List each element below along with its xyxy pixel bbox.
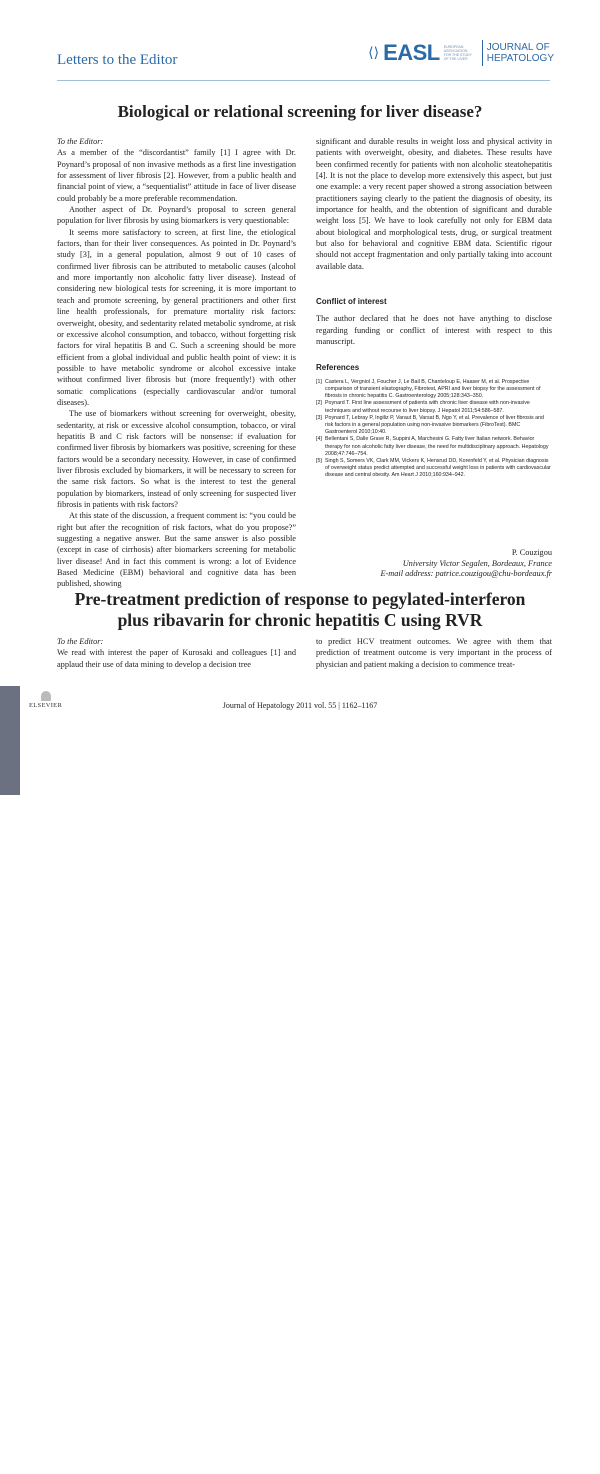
author-name: P. Couzigou [511,548,552,557]
letter2-right-column [316,636,552,670]
section-label: Letters to the Editor [57,52,178,68]
email-address: E-mail address: patrice.couzigou@chu-bordeaux.fr [380,569,552,578]
paragraph: We read with interest the paper of Kurosaki and colleagues [1] and applaud their use of data mining to develop a decision tree [57,648,296,669]
to-editor: To the Editor: [57,137,104,146]
paragraph: significant and durable results in weight loss and physical activity in patients with overweight, obesity, and diabetes. These results have been confirmed recently for patients with non alcoholic steatohepatitis [4]. It is not the place to develop more extensively this aspect, but just one example: a very recent paper showed a strong association between practitioners saying clearly to the patient the diagnosis of obesity, its importance for health, and the obtention of significant and durable weight loss [5]. We have to look carefully not only for EBM data about biological and morphological tests, drug, or surgical treatment but also for behavioral and cognitive EBM data. Scientific rigour should not accept fragmentation and only partially taking into account available data. [316,137,552,271]
easl-logo-icon: ⟨⟩ [368,45,380,61]
reference-item: [2] Poynard T. First line assessment of patients with chronic liver disease with non-invasive techniques and without recourse to liver biopsy. J Hepatol 2011;54:586–587. [316,400,530,414]
signature-block [380,548,552,580]
paragraph: to predict HCV treatment outcomes. We agree with them that prediction of treatment outcome is very important in the process of physician and patient making a decision to commence treat- [316,637,552,669]
elsevier-tree-icon [41,691,51,701]
reference-list [316,379,552,480]
paragraph: Another aspect of Dr. Poynard’s proposal to screen general population for liver fibrosis by using biomarkers is very questionable: [57,205,296,226]
letter1-right-column [316,136,552,480]
letter2-title: Pre-treatment prediction of response to pegylated-interferon plus ribavarin for chronic hepatitis C using RVR [74,589,526,630]
reference-item: [1] Castera L, Vergniol J, Foucher J, Le Bail B, Chanteloup E, Haaser M, et al. Prospective comparison of transient elastography, Fibrotest, APRI and liver biopsy for the assessment of fibrosis in chronic hepatitis C. Gastroenterology 2005;128:343–350. [316,378,541,400]
letter1-title: Biological or relational screening for liver disease? [117,102,483,121]
reference-item: [4] Bellentani S, Dalle Grave R, Suppini A, Marchesini G. Fatty liver Italian network. Behavior therapy for non alcoholic fatty liver disease, the need for multidisciplinary approach. Hepatology 2008;47:746–754. [316,436,549,457]
paragraph: It seems more satisfactory to screen, at first line, the etiological factors, than for their liver consequences. As pointed in Dr. Poynard’s study [3], in a general population, almost 9 out of 10 cases of confirmed liver fibrosis can be attributed to metabolic causes (alcohol and more importantly non alcoholic fatty liver disease). Instead of considering new biological tests for screening, it is more important to teach and promote screening, by general practitioners and other first line health professionals, for premature mortality risk factors: overweight, obesity, and sedentarity related metabolic syndrome, at risk or excessive alcohol consumption, and tobacco, without forgetting risk factors for viral hepatitis B and C. Such a screening should be more efficient from a global individual and public health point of view: it is possible to have metabolic syndrome or alcohol excessive intake without confirmed liver fibrosis but (more frequently!) with other somatic complications (especially cardiovascular and/or tumoral diseases). [57,227,296,407]
footer-citation: Journal of Hepatology 2011 vol. 55 | 1162–1167 [222,701,378,710]
journal-name: JOURNAL OF HEPATOLOGY [486,42,554,64]
side-tab-label: Letters to the Editor [4,1378,16,1474]
reference-item: [3] Poynard T, Lebray P, Ingiliz P, Varaut B, Varsat B, Ngo Y, et al. Prevalence of liver fibrosis and risk factors in a general population using non-invasive biomarkers (FibroTest). BMC Gastroenterol 2010;10:40. [316,414,544,436]
conflict-text: The author declared that he does not have anything to disclose regarding funding or conflict of interest with respect to this manuscript. [316,314,552,347]
letter2-left-column [57,636,296,670]
side-tab [0,686,20,1474]
logo-divider [482,40,483,66]
references-heading: References [316,362,360,372]
letter1-left-column [57,136,296,590]
paragraph: At this state of the discussion, a frequent comment is: “you could be right but after the recognition of risk factors, what do you propose?” suggesting a negative answer. But the same answer is also possible (except in case of cirrhosis) after biomarkers screening for metabolic liver disease! And in fact this comment is wrong: a lot of Evidence Based Medicine (EBM) behavioral and cognitive data has been published, showing [57,511,296,589]
paragraph: As a member of the “discordantist” family [1] I agree with Dr. Poynard’s proposal of non invasive methods as a first line investigation for assessment of liver fibrosis [2]. However, from a public health and financial point of view, a “sequentialist” attitude in face of liver disease could probably be a more preferable recommendation. [57,148,296,203]
publisher-name: ELSEVIER [29,702,63,709]
header-rule [57,80,550,81]
paragraph: The use of biomarkers without screening for overweight, obesity, sedentarity, at risk or excessive alcohol consumption, tobacco, or viral hepatitis B and C risk factors will be nonsense: if evaluation for confirmed liver fibrosis by biomarkers was positive, screening for these factors would be a secondary necessity. However, in case of confirmed liver fibrosis excluded by biomarkers, it will be necessary to screen for the same risk factors. So what is the interest to test the general population by biomarkers, instead of only screening for suspected liver fibrosis in patients with risk factors? [57,409,296,509]
easl-subtitle: EUROPEAN ASSOCIATION FOR THE STUDY OF THE LIVER [443,45,472,61]
to-editor: To the Editor: [57,637,104,646]
easl-wordmark: EASL [383,40,440,65]
journal-logo [368,40,554,66]
reference-item: [5] Singh S, Somers VK, Clark MM, Vickers K, Hensrud DD, Korenfeld Y, et al. Physician diagnosis of overweight status predict attempted and successful weight loss in patients with cardiovascular disease and central obesity. Am Heart J 2010;160:934–942. [316,458,551,479]
conflict-heading: Conflict of interest [316,297,387,307]
affiliation: University Victor Segalen, Bordeaux, France [402,558,552,568]
